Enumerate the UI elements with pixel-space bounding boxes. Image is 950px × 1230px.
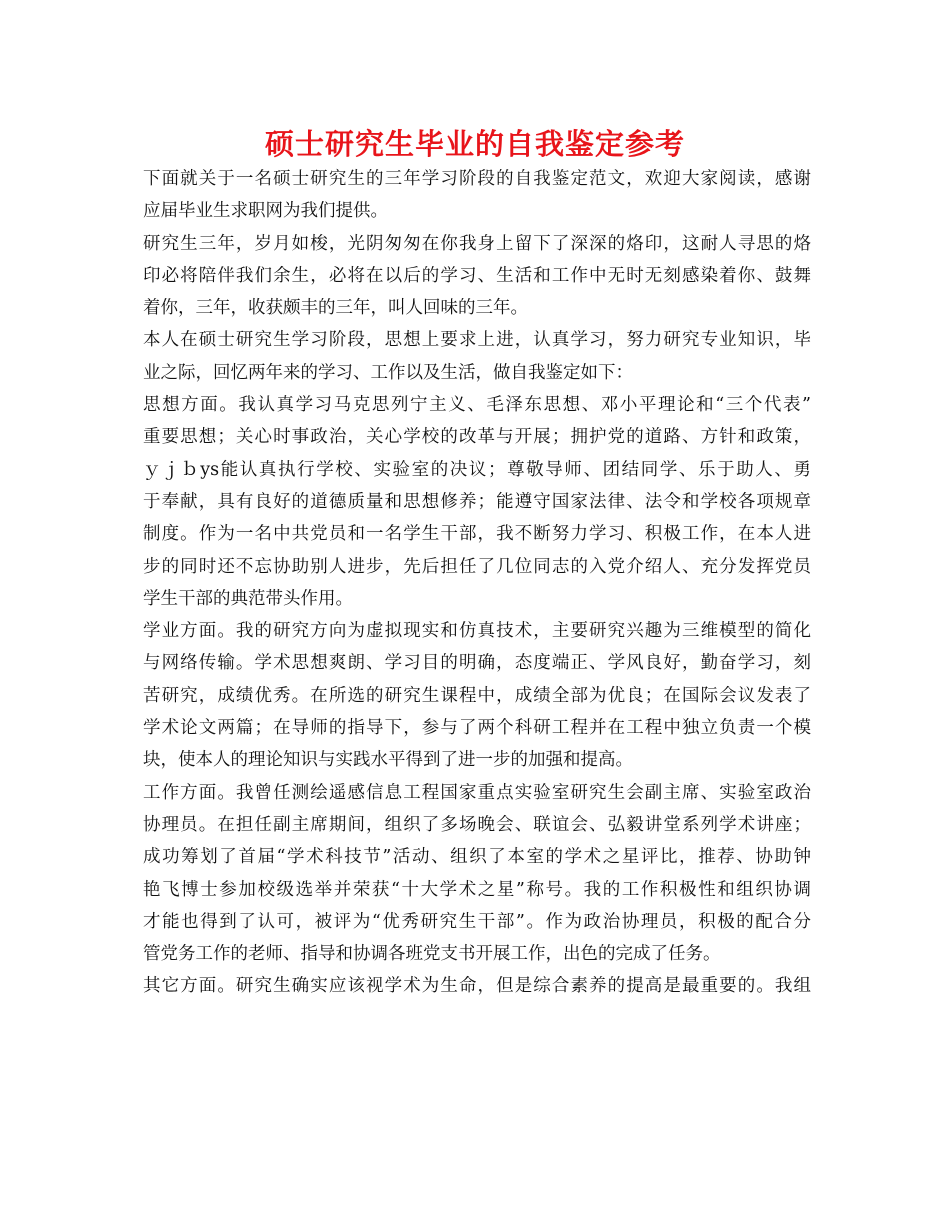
text-line: 于奉献，具有良好的道德质量和思想修养；能遵守国家法律、法令和学校各项规章 (143, 491, 811, 512)
paragraph-other (143, 970, 811, 1002)
paragraph-ideology (143, 389, 811, 615)
text-line: 印必将陪伴我们余生，必将在以后的学习、生活和工作中无时无刻感染着你、鼓舞 (143, 265, 811, 286)
text-line: 应届毕业生求职网为我们提供。 (143, 201, 388, 222)
text-line: 本人在硕士研究生学习阶段，思想上要求上进，认真学习，努力研究专业知识，毕 (143, 330, 811, 351)
text-line: 学业方面。我的研究方向为虚拟现实和仿真技术，主要研究兴趣为三维模型的简化 (143, 621, 811, 642)
text-line: 学生干部的典范带头作用。 (143, 588, 353, 609)
document-title: 硕士研究生毕业的自我鉴定参考 (264, 127, 685, 161)
text-line: 学术论文两篇；在导师的指导下，参与了两个科研工程并在工程中独立负责一个模 (143, 718, 811, 739)
text-line: 艳飞博士参加校级选举并荣获“十大学术之星”称号。我的工作积极性和组织协调 (143, 879, 811, 900)
text-line: 思想方面。我认真学习马克思列宁主义、毛泽东思想、邓小平理论和“三个代表” (143, 395, 811, 416)
text-line: ｙｊｂys能认真执行学校、实验室的决议；尊敬导师、团结同学、乐于助人、勇 (143, 459, 811, 480)
text-line: 下面就关于一名硕士研究生的三年学习阶段的自我鉴定范文，欢迎大家阅读，感谢 (143, 169, 811, 189)
text-line: 块，使本人的理论知识与实践水平得到了进一步的加强和提高。 (143, 750, 633, 771)
text-line: 苦研究，成绩优秀。在所选的研究生课程中，成绩全部为优良；在国际会议发表了 (143, 685, 811, 706)
document-body (143, 163, 811, 1003)
text-line: 协理员。在担任副主席期间，组织了多场晚会、联谊会、弘毅讲堂系列学术讲座； (143, 814, 811, 835)
text-line: 重要思想；关心时事政治，关心学校的改革与开展；拥护党的道路、方针和政策， (143, 427, 811, 448)
paragraph-academics (143, 615, 811, 776)
paragraph-work (143, 777, 811, 971)
text-line: 研究生三年，岁月如梭，光阴匆匆在你我身上留下了深深的烙印，这耐人寻思的烙 (143, 233, 811, 254)
text-line: 才能也得到了认可，被评为“优秀研究生干部”。作为政治协理员，积极的配合分 (143, 911, 811, 932)
text-line: 成功筹划了首届“学术科技节”活动、组织了本室的学术之星评比，推荐、协助钟 (143, 847, 811, 868)
text-line: 管党务工作的老师、指导和协调各班党支书开展工作，出色的完成了任务。 (143, 944, 721, 965)
paragraph-intro (143, 163, 811, 228)
text-line: 其它方面。研究生确实应该视学术为生命，但是综合素养的提高是最重要的。我组 (143, 976, 811, 997)
text-line: 与网络传输。学术思想爽朗、学习目的明确，态度端正、学风良好，勤奋学习，刻 (143, 653, 811, 674)
text-line: 步的同时还不忘协助别人进步，先后担任了几位同志的入党介绍人、充分发挥党员 (143, 556, 811, 577)
paragraph-reflection (143, 228, 811, 325)
text-line: 业之际，回忆两年来的学习、工作以及生活，做自我鉴定如下： (143, 362, 633, 383)
text-line: 工作方面。我曾任测绘遥感信息工程国家重点实验室研究生会副主席、实验室政治 (143, 782, 811, 803)
text-line: 制度。作为一名中共党员和一名学生干部，我不断努力学习、积极工作，在本人进 (143, 524, 811, 545)
text-line: 着你，三年，收获颇丰的三年，叫人回味的三年。 (143, 298, 528, 319)
paragraph-summary (143, 324, 811, 389)
